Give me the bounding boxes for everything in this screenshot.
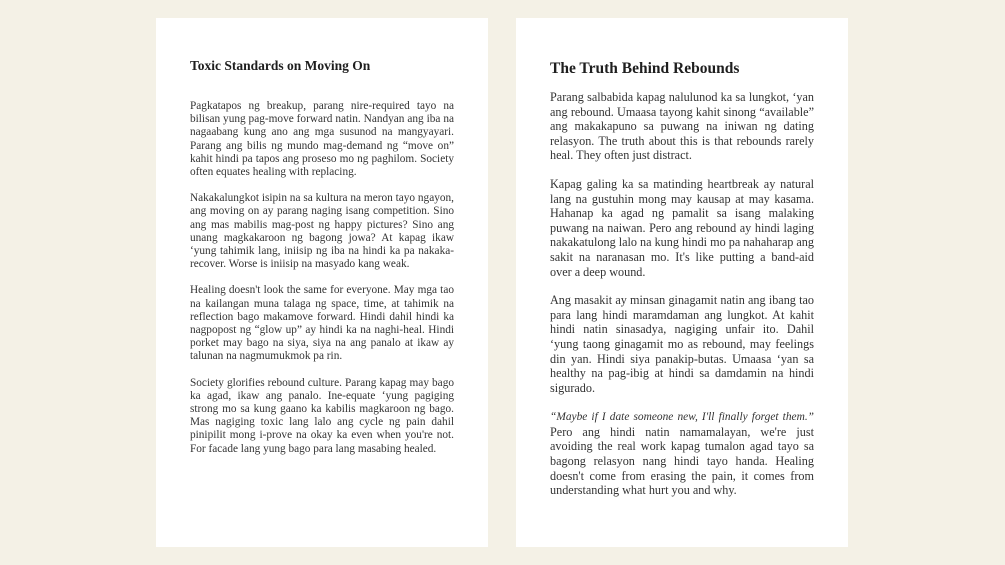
left-page — [156, 18, 488, 547]
paragraph: Parang salbabida kapag nalulunod ka sa lungkot, ‘yan ang rebound. Umaasa tayong kahit sinong “available” ang makakapuno sa puwang na iniwan ng dating relasyon. The truth about this is that rebounds rarely heal. They often just distract. — [550, 90, 814, 163]
paragraph: Ang masakit ay minsan ginagamit natin ang ibang tao para lang hindi maramdaman ang lungkot. At kahit hindi natin sinasadya, nagiging unfair ito. Dahil ‘yung taong ginagamit mo as rebound, may feelings din yan. Hindi siya panakip-butas. Umaasa ‘yan sa healthy na pag-ibig at hindi sa damdamin na hindi sigurado. — [550, 293, 814, 395]
paragraph: Nakakalungkot isipin na sa kultura na meron tayo ngayon, ang moving on ay parang naging isang competition. Sino ang mas mabilis mag-post ng happy pictures? Sino ang unang magkakaroon ng bagong jowa? At kapag ikaw ‘yung tahimik lang, iniisip ng iba na hindi ka pa nakaka-recover. Worse is iniisip na masyado kang weak. — [190, 192, 454, 271]
paragraph-text: Pero ang hindi natin namamalayan, we're just avoiding the real work kapag tumalon agad tayo sa bagong relasyon nang hindi tayo handa. Healing doesn't come from erasing the pain, it comes from understanding what hurt you and why. — [550, 424, 814, 498]
right-page — [516, 18, 848, 547]
pull-quote: “Maybe if I date someone new, I'll finally forget them.” — [550, 411, 814, 424]
paragraph: Kapag galing ka sa matinding heartbreak ay natural lang na gustuhin mong may kausap at may kasama. Hahanap ka agad ng pamalit sa isang malaking puwang na naiwan. Pero ang rebound ay hindi laging nakakatulong lalo na kung hindi mo pa nahaharap ang sakit na naranasan mo. It's like putting a band-aid over a deep wound. — [550, 176, 814, 279]
paragraph: Society glorifies rebound culture. Parang kapag may bago ka agad, ikaw ang panalo. Ine-equate ‘yung pagiging strong mo sa kung gaano ka kabilis magkaroon ng bago. Mas nagiging toxic lang lalo ang cycle ng pain dahil pinipilit mong i-prove na okay ka even when you're not. For facade lang yung bago para lang masabing healed. — [190, 376, 454, 455]
paragraph: Pagkatapos ng breakup, parang nire-required tayo na bilisan yung pag-move forward natin. Nandyan ang iba na nagaabang kung ano ang mga susunod na mangyayari. Parang ang bilis ng mundo mag-demand ng “move on” kahit hindi pa tapos ang proseso mo ng paghilom. Society often equates healing with replacing. — [190, 100, 454, 179]
left-page-title: Toxic Standards on Moving On — [190, 58, 371, 73]
quote-paragraph — [550, 409, 814, 498]
right-page-title: The Truth Behind Rebounds — [550, 60, 740, 77]
paragraph: Healing doesn't look the same for everyone. May mga tao na kailangan muna talaga ng space, time, at tahimik na reflection bago makamove forward. Hindi dahil hindi ka nagpopost ng “glow up” ay hindi ka na naghi-heal. Hindi porket may bago na siya, siya na ang panalo at ikaw ay talunan na nagmumukmok pa rin. — [190, 284, 454, 363]
